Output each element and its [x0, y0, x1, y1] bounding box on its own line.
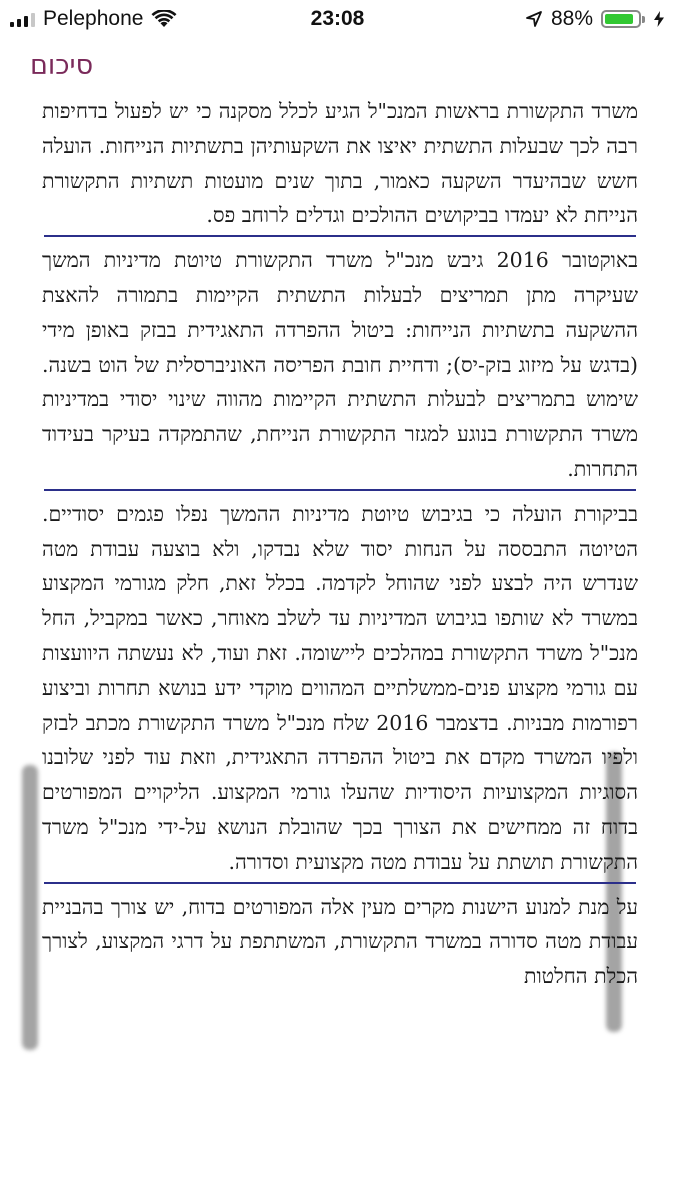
clock: 23:08	[310, 7, 365, 30]
battery-fill	[605, 14, 633, 24]
section-divider	[44, 882, 636, 884]
document-body	[40, 94, 640, 994]
paragraph-3: בביקורת הועלה כי בגיבוש טיוטת מדיניות ההמשך נפלו פגמים יסודיים. הטיוטה התבססה על הנחות יסוד שלא נבדקו, ולא בוצעה עבודת מטה שנדרש היה לבצע לפני שהוחל לקדמה. בכלל זאת, חלק מגורמי המקצוע במשרד לא שותפו בגיבוש המדיניות עד לשלב מאוחר, כאשר במקביל, החל מנכ"ל משרד התקשורת במהלכים ליישומה. זאת ועוד, לא נעשתה היוועצות עם גורמי מקצוע פנים-ממשלתיים המהווים מוקדי ידע בנושא תחרות וביצוע רפורמות מבניות. בדצמבר 2016 שלח מנכ"ל משרד התקשורת מכתב לבזק ולפיו המשרד מקדם את ביטול ההפרדה התאגידית, וזאת עוד לפני שלובנו הסוגיות המקצועיות היסודיות שהעלו גורמי המקצוע. הליקויים המפורטים בדוח זה ממחישים את הצורך בכך שהובלת הנושא על-ידי מנכ"ל משרד התקשורת תושתת על עבודת מטה מקצועית וסדורה.	[42, 501, 638, 874]
section-divider	[44, 489, 636, 491]
paragraph-1: משרד התקשורת בראשות המנכ"ל הגיע לכלל מסקנה כי יש לפעול בדחיפות רבה לכך שבעלות התשתית יאיצו את השקעותיהן בתשתיות הנייחות. הועלה חשש שבהיעדר השקעה כאמור, בתוך שנים מועטות תשתיות התקשורת הנייחת לא יעמדו בביקושים ההולכים וגדלים לרוחב פס.	[42, 99, 638, 228]
highlighter-mark-left	[22, 765, 38, 1050]
paragraph-2: באוקטובר 2016 גיבש מנכ"ל משרד התקשורת טיוטת מדיניות המשך שעיקרה מתן תמריצים לבעלות התשתית הקיימות בתמורה להאצת ההשקעה בתשתיות הנייחות: ביטול ההפרדה התאגידית בבזק באופן מידי (בדגש על מיזוג בזק-יס); ודחיית חובת הפריסה האוניברסלית של הוט בשנה. שימוש בתמריצים לבעלות התשתית הקיימות מהווה שינוי יסודי במדיניות משרד התקשורת בנוגע למגזר התקשורת הנייחת, שהתמקדה בעיקר בעידוד התחרות.	[42, 248, 638, 481]
location-arrow-icon	[525, 10, 543, 28]
paragraph-4: על מנת למנוע הישנות מקרים מעין אלה המפורטים בדוח, יש צורך בהבניית עבודת מטה סדורה במשרד התקשורת, המשתתפת על דרגי המקצוע, לצורך הכלת החלטות	[42, 894, 638, 989]
section-title: סיכום	[30, 50, 94, 81]
battery-icon	[601, 10, 645, 28]
carrier-name: Pelephone	[43, 7, 144, 30]
status-right	[525, 7, 665, 31]
section-divider	[44, 235, 636, 237]
status-bar	[0, 0, 675, 38]
charging-bolt-icon	[653, 10, 665, 28]
heading-container	[30, 50, 93, 81]
battery-percent: 88%	[550, 7, 593, 30]
